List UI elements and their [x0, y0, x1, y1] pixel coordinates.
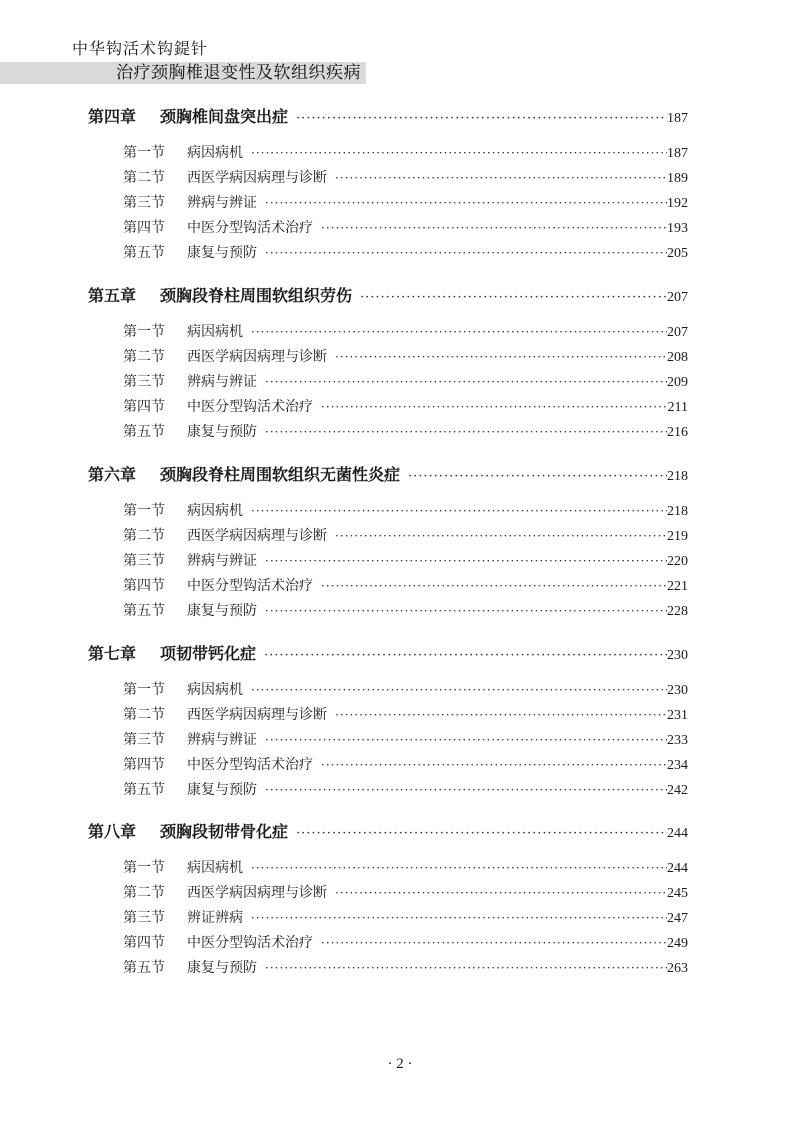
dot-leader [321, 758, 667, 772]
section-title: 西医学病因病理与诊断 [187, 170, 327, 186]
chapter-page-number: 187 [667, 111, 688, 126]
section-entry[interactable] [123, 679, 688, 699]
dot-leader [251, 683, 667, 697]
chapter-title: 颈胸椎间盘突出症 [160, 107, 289, 126]
section-entry[interactable] [123, 217, 688, 237]
dot-leader [264, 648, 667, 663]
section-title: 辨病与辨证 [187, 732, 257, 748]
section-number: 第三节 [123, 195, 165, 211]
chapter-page-number: 230 [667, 648, 688, 663]
dot-leader [251, 146, 667, 160]
dot-leader [335, 708, 667, 722]
section-number: 第四节 [123, 935, 165, 951]
section-title: 康复与预防 [187, 245, 257, 261]
section-entry[interactable] [123, 242, 688, 262]
section-title: 辨证辨病 [187, 910, 243, 926]
section-entry[interactable] [123, 321, 688, 341]
dot-leader [296, 826, 667, 841]
dot-leader [265, 196, 667, 210]
section-page-number: 228 [667, 604, 688, 619]
section-title: 西医学病因病理与诊断 [187, 528, 327, 544]
section-entry[interactable] [123, 600, 688, 620]
dot-leader [335, 886, 667, 900]
section-number: 第一节 [123, 682, 165, 698]
section-title: 病因病机 [187, 503, 243, 519]
chapter-page-number: 218 [667, 469, 688, 484]
section-number: 第四节 [123, 757, 165, 773]
chapter-heading[interactable] [88, 104, 688, 127]
section-title: 康复与预防 [187, 960, 257, 976]
section-number: 第三节 [123, 910, 165, 926]
section-page-number: 245 [667, 886, 688, 901]
section-page-number: 244 [667, 861, 688, 876]
section-number: 第二节 [123, 707, 165, 723]
dot-leader [251, 504, 667, 518]
section-page-number: 231 [667, 708, 688, 723]
section-entry[interactable] [123, 882, 688, 902]
section-page-number: 208 [667, 350, 688, 365]
section-number: 第三节 [123, 374, 165, 390]
dot-leader [265, 783, 667, 797]
dot-leader [265, 425, 667, 439]
dot-leader [251, 325, 667, 339]
section-number: 第二节 [123, 349, 165, 365]
dot-leader [335, 171, 667, 185]
dot-leader [408, 469, 667, 484]
dot-leader [265, 733, 667, 747]
book-title: 治疗颈胸椎退变性及软组织疾病 [116, 63, 361, 83]
chapter-heading[interactable] [88, 641, 688, 664]
chapter-heading[interactable] [88, 819, 688, 842]
chapter-title: 颈胸段韧带骨化症 [160, 822, 289, 841]
section-number: 第一节 [123, 145, 165, 161]
section-number: 第四节 [123, 399, 165, 415]
section-page-number: 189 [667, 171, 688, 186]
chapter-number: 第七章 [88, 644, 137, 663]
section-number: 第二节 [123, 170, 165, 186]
section-page-number: 263 [667, 961, 688, 976]
section-title: 中医分型钩活术治疗 [187, 757, 313, 773]
section-entry[interactable] [123, 421, 688, 441]
section-title: 辨病与辨证 [187, 195, 257, 211]
section-title: 中医分型钩活术治疗 [187, 399, 313, 415]
section-title: 中医分型钩活术治疗 [187, 220, 313, 236]
chapter-title: 项韧带钙化症 [160, 644, 257, 663]
dot-leader [251, 911, 667, 925]
chapter-number: 第五章 [88, 286, 137, 305]
section-title: 辨病与辨证 [187, 553, 257, 569]
section-entry[interactable] [123, 957, 688, 977]
dot-leader [265, 246, 667, 260]
chapter-heading[interactable] [88, 462, 688, 485]
dot-leader [335, 350, 667, 364]
dot-leader [321, 221, 667, 235]
section-title: 病因病机 [187, 324, 243, 340]
section-page-number: 219 [667, 529, 688, 544]
section-entry[interactable] [123, 371, 688, 391]
section-entry[interactable] [123, 754, 688, 774]
section-entry[interactable] [123, 857, 688, 877]
section-entry[interactable] [123, 779, 688, 799]
section-number: 第二节 [123, 528, 165, 544]
section-page-number: 218 [667, 504, 688, 519]
section-entry[interactable] [123, 550, 688, 570]
section-page-number: 193 [667, 221, 688, 236]
chapter-page-number: 207 [667, 290, 688, 305]
section-entry[interactable] [123, 142, 688, 162]
dot-leader [321, 400, 668, 414]
section-page-number: 209 [667, 375, 688, 390]
section-page-number: 234 [667, 758, 688, 773]
section-number: 第五节 [123, 424, 165, 440]
dot-leader [321, 579, 667, 593]
section-title: 西医学病因病理与诊断 [187, 707, 327, 723]
section-page-number: 249 [667, 936, 688, 951]
chapter-number: 第四章 [88, 107, 137, 126]
section-entry[interactable] [123, 704, 688, 724]
chapter-heading[interactable] [88, 283, 688, 306]
section-number: 第五节 [123, 782, 165, 798]
section-title: 西医学病因病理与诊断 [187, 885, 327, 901]
section-title: 西医学病因病理与诊断 [187, 349, 327, 365]
section-page-number: 187 [667, 146, 688, 161]
section-title: 中医分型钩活术治疗 [187, 935, 313, 951]
section-title: 中医分型钩活术治疗 [187, 578, 313, 594]
chapter-title: 颈胸段脊柱周围软组织无菌性炎症 [160, 465, 401, 484]
series-title: 中华钩活术钩鍉针 [72, 39, 209, 58]
section-title: 病因病机 [187, 145, 243, 161]
section-title: 病因病机 [187, 682, 243, 698]
dot-leader [296, 111, 667, 126]
section-page-number: 192 [667, 196, 688, 211]
section-entry[interactable] [123, 932, 688, 952]
dot-leader [265, 554, 667, 568]
dot-leader [335, 529, 667, 543]
section-entry[interactable] [123, 192, 688, 212]
section-entry[interactable] [123, 907, 688, 927]
section-entry[interactable] [123, 167, 688, 187]
page-number: · 2 · [387, 1056, 413, 1072]
section-page-number: 233 [667, 733, 688, 748]
section-page-number: 207 [667, 325, 688, 340]
section-number: 第三节 [123, 553, 165, 569]
section-page-number: 230 [667, 683, 688, 698]
section-page-number: 220 [667, 554, 688, 569]
section-number: 第五节 [123, 603, 165, 619]
dot-leader [360, 290, 667, 305]
section-entry[interactable] [123, 346, 688, 366]
section-number: 第一节 [123, 860, 165, 876]
dot-leader [265, 604, 667, 618]
section-number: 第一节 [123, 503, 165, 519]
dot-leader [265, 375, 667, 389]
section-number: 第五节 [123, 245, 165, 261]
section-title: 康复与预防 [187, 782, 257, 798]
section-page-number: 242 [667, 783, 688, 798]
section-number: 第一节 [123, 324, 165, 340]
section-title: 辨病与辨证 [187, 374, 257, 390]
chapter-page-number: 244 [667, 826, 688, 841]
section-title: 康复与预防 [187, 424, 257, 440]
section-number: 第二节 [123, 885, 165, 901]
section-number: 第四节 [123, 578, 165, 594]
section-page-number: 211 [667, 400, 688, 415]
dot-leader [265, 961, 667, 975]
chapter-number: 第八章 [88, 822, 137, 841]
section-entry[interactable] [123, 525, 688, 545]
chapter-number: 第六章 [88, 465, 137, 484]
section-number: 第三节 [123, 732, 165, 748]
section-page-number: 247 [667, 911, 688, 926]
chapter-title: 颈胸段脊柱周围软组织劳伤 [160, 286, 353, 305]
dot-leader [321, 936, 667, 950]
dot-leader [251, 861, 667, 875]
section-entry[interactable] [123, 575, 688, 595]
section-entry[interactable] [123, 396, 688, 416]
section-number: 第四节 [123, 220, 165, 236]
section-title: 病因病机 [187, 860, 243, 876]
section-page-number: 221 [667, 579, 688, 594]
section-entry[interactable] [123, 500, 688, 520]
section-page-number: 216 [667, 425, 688, 440]
section-number: 第五节 [123, 960, 165, 976]
section-page-number: 205 [667, 246, 688, 261]
section-entry[interactable] [123, 729, 688, 749]
section-title: 康复与预防 [187, 603, 257, 619]
